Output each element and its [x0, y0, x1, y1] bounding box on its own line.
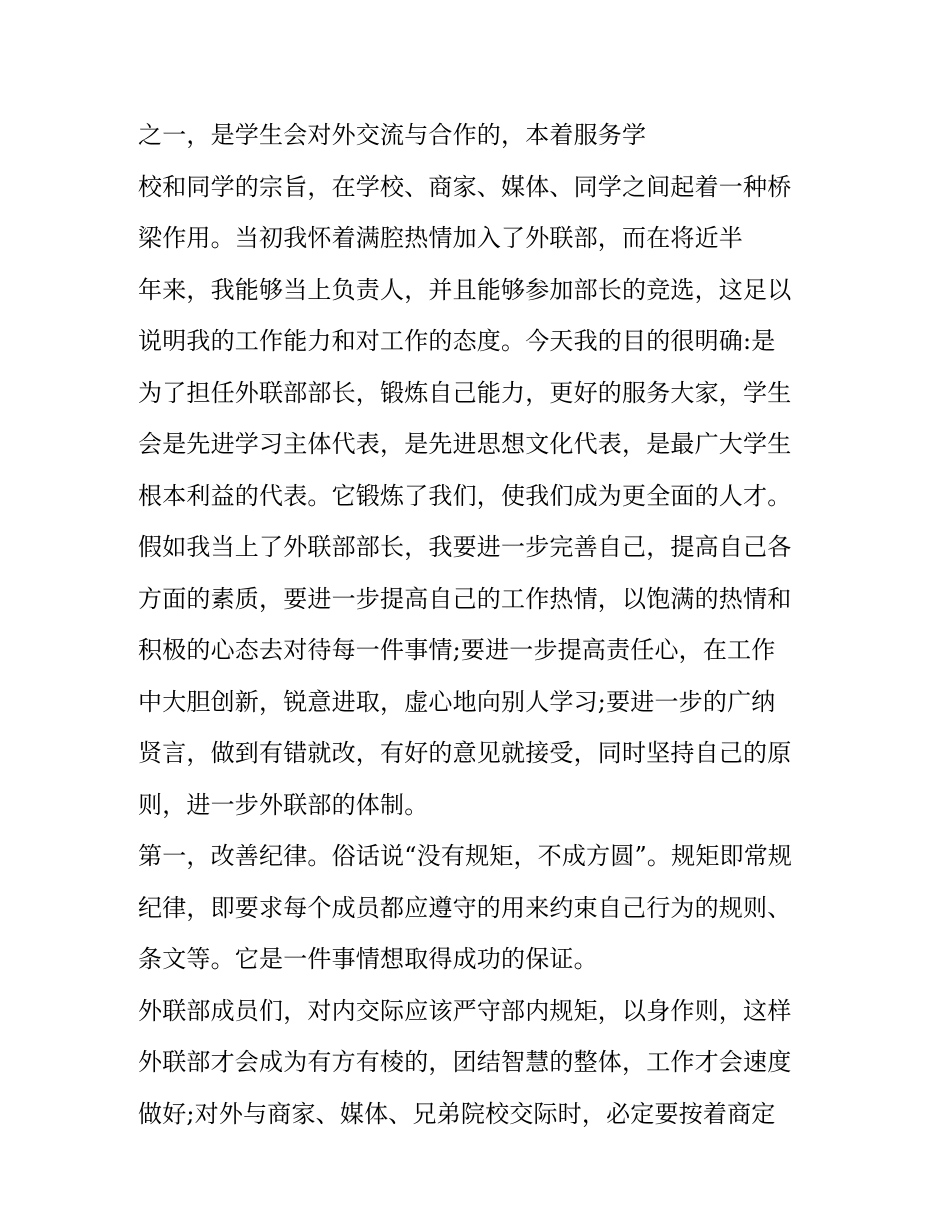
- text-line: 第一，改善纪律。俗话说“没有规矩，不成方圆”。规矩即常规: [138, 842, 793, 870]
- text-line: 贤言，做到有错就改，有好的意见就接受，同时坚持自己的原: [138, 739, 792, 767]
- text-line: 做好;对外与商家、媒体、兄弟院校交际时，必定要按着商定: [138, 1099, 776, 1128]
- text-line: 纪律，即要求每个成员都应遵守的用来约束自己行为的规则、: [138, 893, 792, 922]
- text-line: 外联部成员们，对内交际应该严守部内规矩，以身作则，这样: [138, 996, 792, 1025]
- text-line: 之一，是学生会对外交流与合作的，本着服务学: [138, 121, 647, 149]
- text-line: 为了担任外联部部长，锻炼自己能力，更好的服务大家，学生: [138, 378, 792, 407]
- text-line: 年来，我能够当上负责人，并且能够参加部长的竞选，这足以: [138, 275, 792, 304]
- text-line: 说明我的工作能力和对工作的态度。今天我的目的很明确:是: [138, 327, 776, 355]
- text-line: 外联部才会成为有方有棱的，团结智慧的整体，工作才会速度: [138, 1048, 792, 1076]
- text-line: 根本利益的代表。它锻炼了我们，使我们成为更全面的人才。: [138, 481, 792, 510]
- text-line: 方面的素质，要进一步提高自己的工作热情，以饱满的热情和: [138, 584, 792, 613]
- text-line: 积极的心态去对待每一件事情;要进一步提高责任心，在工作: [138, 636, 776, 664]
- text-line: 会是先进学习主体代表，是先进思想文化代表，是最广大学生: [138, 430, 792, 458]
- text-line: 则，进一步外联部的体制。: [138, 790, 429, 819]
- document-body: [138, 110, 838, 1140]
- text-line: 假如我当上了外联部部长，我要进一步完善自己，提高自己各: [138, 533, 792, 561]
- text-line: 条文等。它是一件事情想取得成功的保证。: [138, 945, 598, 973]
- text-line: 中大胆创新，锐意进取，虚心地向别人学习;要进一步的广纳: [138, 687, 776, 716]
- text-line: 梁作用。当初我怀着满腔热情加入了外联部，而在将近半: [138, 224, 743, 252]
- text-line: 校和同学的宗旨，在学校、商家、媒体、同学之间起着一种桥: [138, 172, 792, 201]
